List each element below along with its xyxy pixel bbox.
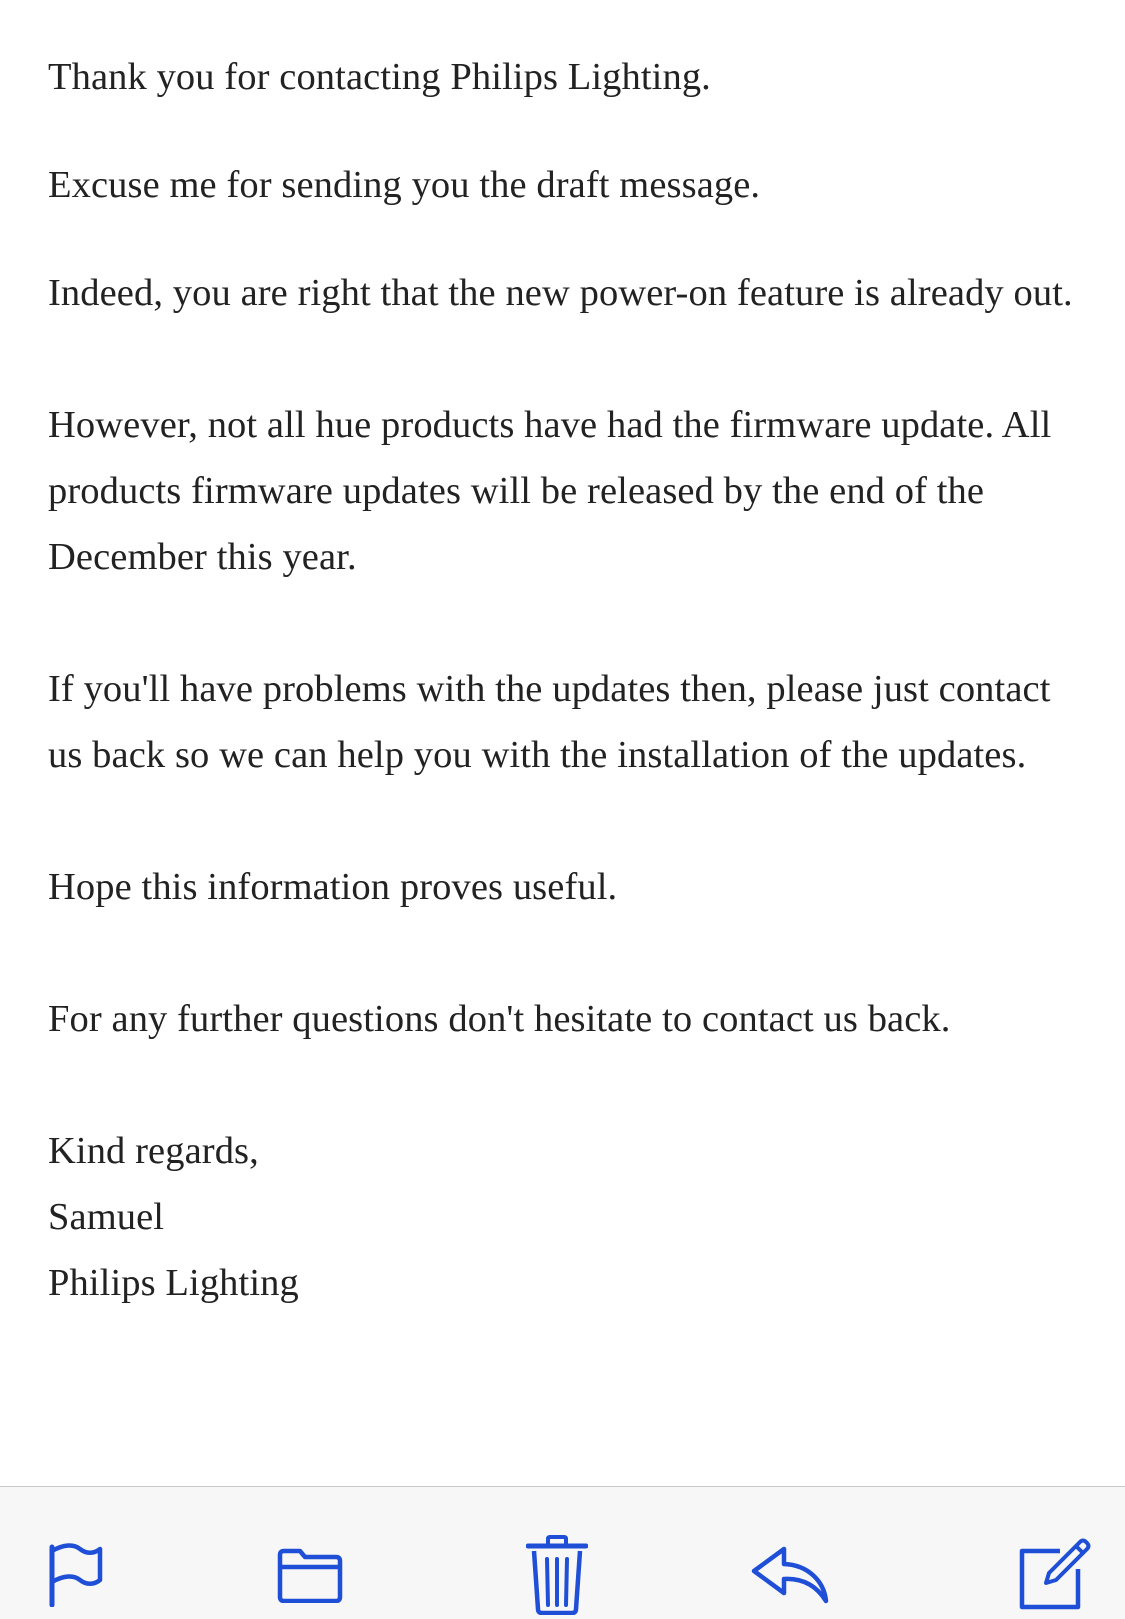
email-paragraph: However, not all hue products have had the firmware update. All products firmware updates will be released by the end of the December this year.	[48, 404, 1052, 578]
email-signature	[48, 1118, 1088, 1316]
delete-button[interactable]	[515, 1533, 599, 1617]
bottom-toolbar	[0, 1486, 1125, 1619]
reply-button[interactable]	[748, 1533, 832, 1617]
signature-closing: Kind regards,	[48, 1130, 259, 1172]
move-to-folder-button[interactable]	[268, 1533, 352, 1617]
signature-company: Philips Lighting	[48, 1262, 299, 1304]
email-paragraph: For any further questions don't hesitate to contact us back.	[48, 998, 951, 1040]
compose-icon	[1016, 1537, 1092, 1613]
email-paragraph: Indeed, you are right that the new power-on feature is already out.	[48, 272, 1073, 314]
reply-icon	[750, 1545, 830, 1605]
flag-icon	[46, 1543, 106, 1607]
signature-name: Samuel	[48, 1196, 165, 1238]
email-paragraph: Excuse me for sending you the draft message.	[48, 164, 761, 206]
email-paragraph: If you'll have problems with the updates then, please just contact us back so we can help you with the installation of the updates.	[48, 668, 1051, 776]
email-paragraph: Thank you for contacting Philips Lighting.	[48, 56, 711, 98]
folder-icon	[276, 1547, 344, 1603]
flag-button[interactable]	[34, 1533, 118, 1617]
compose-button[interactable]	[1012, 1533, 1096, 1617]
email-paragraph: Hope this information proves useful.	[48, 866, 618, 908]
trash-icon	[526, 1535, 588, 1615]
email-body	[48, 44, 1088, 1316]
